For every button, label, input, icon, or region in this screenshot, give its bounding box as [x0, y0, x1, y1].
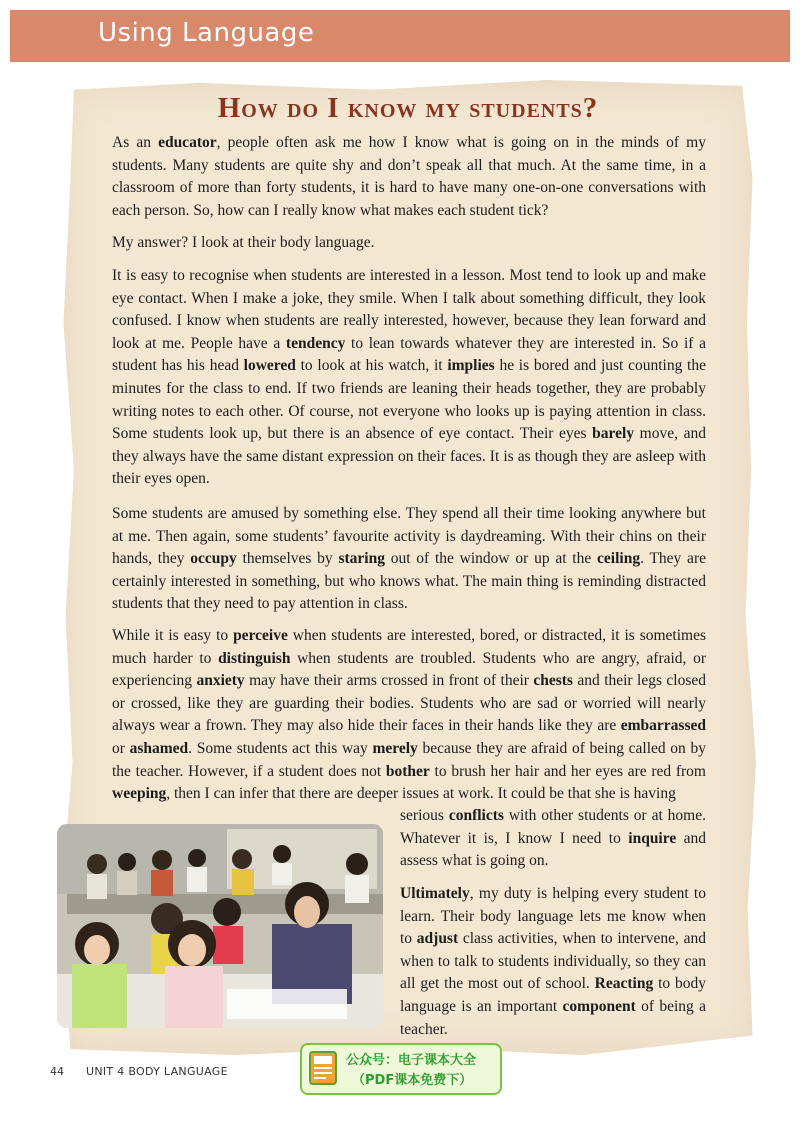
vocab-word: adjust	[416, 930, 459, 948]
vocab-word: inquire	[628, 829, 677, 847]
vocab-word: educator	[158, 134, 217, 151]
vocab-word: anxiety	[196, 672, 245, 690]
classroom-photo-illustration	[57, 824, 383, 1028]
vocab-word: embarrassed	[620, 717, 706, 735]
paragraph-troubled: While it is easy to perceive when students are interested, bored, or distracted, it is sometimes much harder to distinguish when students are troubled. Students who are angry, afraid, or experiencing anxiety may have their arms crossed in front of their chests and their legs closed or crossed, like they are guarding their bodies. Students who are sad or worried will nearly always wear a frown. They may also hide their faces in their hands like they are embarrassed or ashamed. Some students act this way merely because they are afraid of being called on by the teacher. However, if a student does not bother to brush her hair and her eyes are red from weeping, then I can infer that there are deeper issues at work. It could be that she is having	[112, 627, 707, 803]
stamp-line-2: （PDF课本免费下）	[352, 1073, 473, 1088]
vocab-word: Ultimately	[400, 885, 470, 902]
stamp-line-1: 公众号：电子课本大全	[346, 1053, 477, 1068]
vocab-word: component	[562, 997, 636, 1015]
book-icon	[308, 1050, 338, 1086]
vocab-word: chests	[533, 672, 573, 690]
vocab-word: lowered	[243, 357, 296, 375]
page-number: 44	[50, 1065, 64, 1078]
vocab-word: ashamed	[129, 739, 189, 757]
vocab-word: Reacting	[594, 975, 654, 993]
section-title: Using Language	[98, 18, 315, 48]
vocab-word: barely	[592, 425, 635, 443]
paragraph-troubled-continued: serious conflicts with other students or at home. Whatever it is, I know I need to inquire and assess what is going on.	[400, 807, 706, 870]
paragraph-conclusion: Ultimately, my duty is helping every student to learn. Their body language lets me know when to adjust class activities, when to intervene, and when to talk to students individually, so they can all get the most out of school. Reacting to body language is an important component of being a teacher.	[400, 885, 706, 1038]
paragraph-answer: My answer? I look at their body language.	[112, 234, 375, 251]
vocab-word: implies	[447, 357, 495, 375]
paragraph-intro: As an educator, people often ask me how I know what is going on in the minds of my students. Many students are quite shy and don’t speak all that much. At the same time, in a classroom of more than forty students, it is hard to have many one-on-one conversations with each person. So, how can I really know what makes each student tick?	[112, 134, 706, 219]
vocab-word: distinguish	[218, 649, 291, 667]
watermark-stamp	[300, 1043, 502, 1095]
vocab-word: ceiling	[597, 550, 641, 568]
vocab-word: staring	[338, 550, 385, 568]
vocab-word: conflicts	[448, 807, 504, 824]
paragraph-interested: It is easy to recognise when students are interested in a lesson. Most tend to look up and make eye contact. When I make a joke, they smile. When I talk about something difficult, they look confused. I know when students are really interested, however, because they lean forward and look at me. People have a tendency to lean towards whatever they are interested in. So if a student has his head lowered to look at his watch, it implies he is bored and just counting the minutes for the class to end. If two friends are leaning their heads together, they are probably writing notes to each other. Of course, not everyone who looks up is paying attention in class. Some students look up, but there is an absence of eye contact. Their eyes barely move, and they always have the same distant expression on their faces. It is as though they are asleep with their eyes open.	[112, 267, 706, 488]
vocab-word: merely	[372, 739, 418, 757]
vocab-word: perceive	[233, 627, 288, 644]
section-header-bar	[10, 10, 790, 62]
vocab-word: bother	[385, 762, 430, 780]
classroom-photo	[57, 824, 383, 1028]
vocab-word: occupy	[190, 550, 237, 568]
unit-label: UNIT 4 BODY LANGUAGE	[86, 1065, 228, 1078]
vocab-word: tendency	[285, 334, 346, 352]
paragraph-distracted: Some students are amused by something else. They spend all their time looking anywhere but at me. Then again, some students’ favourite activity is daydreaming. With their chins on their hands, they occupy themselves by staring out of the window or up at the ceiling. They are certainly interested in something, but who knows what. The main thing is reminding distracted students that they need to pay attention in class.	[112, 505, 706, 613]
vocab-word: weeping	[112, 785, 167, 803]
article-title: How do I know my students?	[217, 92, 599, 124]
